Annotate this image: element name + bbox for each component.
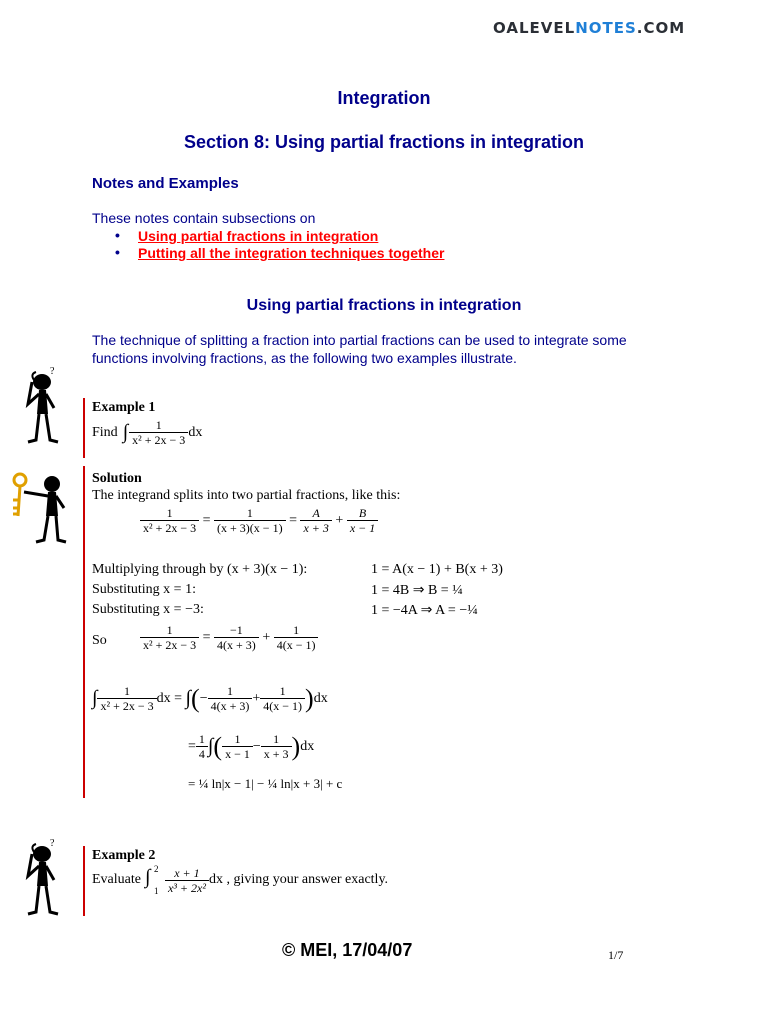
fraction-denominator: 4 (196, 746, 208, 761)
thinking-figure-icon (20, 836, 64, 918)
fraction-numerator: 1 (226, 684, 233, 698)
notes-heading: Notes and Examples (92, 175, 239, 192)
section-title: Section 8: Using partial fractions in integration (183, 132, 585, 152)
subsection-heading: Using partial fractions in integration (246, 297, 522, 314)
solution-line1: The integrand splits into two partial fractions, like this: (92, 488, 401, 503)
lower-limit: 1 (153, 886, 159, 896)
integral-sign: ∫ (185, 687, 192, 709)
integral-final-line: = ¼ ln|x − 1| − ¼ ln|x + 3| + c (188, 776, 343, 791)
fraction-numerator: 1 (293, 623, 300, 637)
example2-heading: Example 2 (92, 848, 156, 863)
fraction-denominator: x³ + 2x² (165, 880, 209, 895)
example-rule (83, 398, 85, 458)
fraction-denominator: 4(x + 3) (208, 698, 253, 713)
fraction-numerator: 1 (198, 732, 205, 746)
multiply-label: Multiplying through by (x + 3)(x − 1): (92, 562, 308, 577)
fraction-numerator: B (358, 506, 367, 520)
intro-text: These notes contain subsections on (92, 210, 316, 226)
fraction-numerator: 1 (246, 506, 253, 520)
fraction-numerator: 1 (155, 418, 162, 432)
so-label: So (92, 633, 107, 648)
dx-label: dx (188, 424, 203, 440)
fraction-numerator: A (312, 506, 320, 520)
example1-heading: Example 1 (92, 400, 156, 415)
brand-part2: NOTES (575, 19, 637, 37)
bullet-icon: • (115, 244, 120, 260)
substitute2-result: 1 = −4A ⇒ A = −¼ (371, 603, 478, 618)
example1-question (92, 418, 202, 447)
site-brand (493, 19, 685, 37)
list-item (116, 228, 422, 245)
intro-paragraph: The technique of splitting a fraction into partial fractions can be used to integrate some functions involving fractions, as the following two examples illustrate. (92, 332, 627, 366)
fraction-denominator: x² + 2x − 3 (129, 432, 188, 447)
fraction-numerator: 1 (166, 506, 173, 520)
subsection-link-techniques-together[interactable]: Putting all the integration techniques together (138, 245, 445, 261)
fraction-numerator: 1 (279, 684, 286, 698)
brand-part1: OALEVEL (493, 19, 576, 37)
integral-sign: ∫ (92, 687, 98, 709)
page-number: 1/7 (608, 948, 624, 962)
fraction-denominator: 4(x + 3) (214, 637, 259, 652)
fraction-denominator: (x + 3)(x − 1) (214, 520, 286, 535)
fraction-numerator: x + 1 (174, 865, 200, 880)
fraction-denominator: 4(x − 1) (274, 637, 319, 652)
subsection-list (115, 227, 445, 262)
integral-line2: = $\frac{1}{4}$ ∫ ( $\frac{1}{x - 1}$ − $\frac{1}{x + 3}$ ) dx (188, 731, 315, 761)
integral-sign: ∫ (122, 421, 129, 443)
solution-heading: Solution (92, 471, 142, 486)
bullet-icon: • (115, 227, 120, 243)
integral-sign: ∫ (207, 735, 214, 757)
fraction-denominator: x − 1 (222, 746, 253, 761)
substitute1-result: 1 = 4B ⇒ B = ¼ (371, 583, 463, 598)
fraction-denominator: 4(x − 1) (260, 698, 305, 713)
thinking-figure-icon (20, 364, 64, 446)
fraction-numerator: 1 (234, 732, 241, 746)
solution-rule (83, 466, 85, 798)
evaluate-label: Evaluate (92, 872, 141, 887)
fraction-denominator: x + 3 (261, 746, 292, 761)
footer-copyright: © MEI, 17/04/07 (282, 940, 413, 960)
example-rule (83, 846, 85, 916)
example1-fraction (129, 418, 188, 447)
brand-part3: .COM (636, 19, 686, 37)
definite-integral (145, 864, 165, 896)
upper-limit: 2 (153, 864, 159, 874)
fraction-denominator: x − 1 (347, 520, 378, 535)
fraction-numerator: 1 (124, 684, 131, 698)
example2-tail: dx , giving your answer exactly. (208, 872, 389, 887)
fraction-denominator: x + 3 (300, 520, 331, 535)
find-label: Find (92, 424, 118, 440)
integral-sign: ∫ (144, 866, 151, 888)
subsection-link-partial-fractions[interactable]: Using partial fractions in integration (138, 228, 379, 244)
so-equation: $\frac{1}{\text{x² + 2x − 3}}$ = $\frac{-1}{4(x + 3)}$ + $\frac{1}{4(x - 1)}$ (140, 623, 318, 652)
key-figure-icon (8, 470, 70, 546)
example2-question (92, 864, 388, 896)
multiply-result: 1 = A(x − 1) + B(x + 3) (371, 562, 503, 577)
svg-text:?: ? (50, 366, 55, 377)
svg-text:?: ? (50, 838, 55, 849)
fraction-numerator: 1 (166, 623, 173, 637)
partial-fraction-equation: $\frac{1}{\text{x² + 2x − 3}}$ = $\frac{1}{(x + 3)(x - 1)}$ = $\frac{A}{x + 3}$ + $\frac{B}{x - 1}$ (140, 506, 378, 535)
list-item (115, 244, 445, 262)
fraction-numerator: 1 (273, 732, 280, 746)
integral-line1: ∫ $\frac{1}{\text{x² + 2x − 3}}$ dx = ∫ ( − $\frac{1}{4(x + 3)}$ + $\frac{1}{4(x - 1)}$ ) dx (92, 683, 328, 713)
fraction-numerator: −1 (230, 623, 243, 637)
fraction-denominator: x² + 2x − 3 (97, 698, 156, 713)
fraction-denominator: x² + 2x − 3 (140, 520, 199, 535)
page-title: Integration (337, 88, 431, 108)
fraction-denominator: x² + 2x − 3 (140, 637, 199, 652)
substitute1-label: Substituting x = 1: (92, 582, 196, 597)
substitute2-label: Substituting x = −3: (92, 602, 204, 617)
